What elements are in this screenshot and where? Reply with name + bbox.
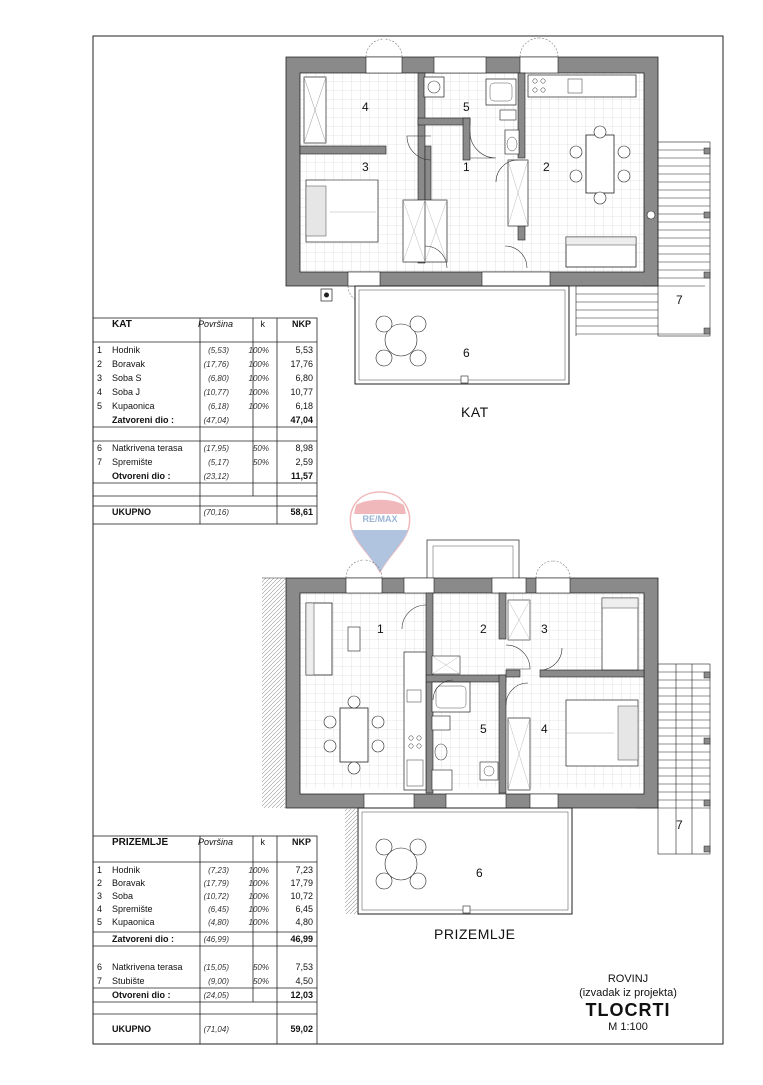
room-coefficient: 50% xyxy=(252,977,269,986)
room-name: Boravak xyxy=(112,878,146,888)
room-area: (4,80) xyxy=(208,918,229,927)
subtotal-nkp: 46,99 xyxy=(290,934,313,944)
room-name: Kupaonica xyxy=(112,401,155,411)
subtitle-label: (izvadak iz projekta) xyxy=(579,987,677,999)
floor-label-kat: KAT xyxy=(461,404,489,420)
room-coefficient: 100% xyxy=(248,905,269,914)
table-row xyxy=(93,890,317,903)
column-nkp-header: NKP xyxy=(291,319,311,329)
room-nkp: 6,80 xyxy=(295,373,313,383)
room-number-label: 6 xyxy=(463,346,470,360)
room-number-label: 6 xyxy=(476,866,483,880)
room-number-label: 5 xyxy=(480,722,487,736)
room-nkp: 4,80 xyxy=(295,917,313,927)
table-row xyxy=(93,975,317,988)
table-row xyxy=(93,400,317,413)
room-number-label: 7 xyxy=(676,293,683,307)
table-row xyxy=(93,358,317,371)
room-area: (10,77) xyxy=(203,388,229,397)
room-nkp: 6,45 xyxy=(295,904,313,914)
watermark-text: RE/MAX xyxy=(362,514,398,524)
room-name: Kupaonica xyxy=(112,917,155,927)
room-coefficient: 100% xyxy=(248,374,269,383)
room-number-label: 5 xyxy=(463,100,470,114)
table-header xyxy=(93,318,317,331)
total-row xyxy=(93,1023,317,1036)
room-name: Soba J xyxy=(112,387,141,397)
row-number: 7 xyxy=(97,976,103,986)
room-name: Stubište xyxy=(112,976,145,986)
subtotal-area: (46,99) xyxy=(203,935,229,944)
room-coefficient: 100% xyxy=(248,866,269,875)
room-coefficient: 100% xyxy=(248,346,269,355)
room-area: (15,05) xyxy=(203,963,229,972)
room-nkp: 7,53 xyxy=(295,962,313,972)
table-row xyxy=(93,961,317,974)
table-title: PRIZEMLJE xyxy=(112,837,169,848)
location-label: ROVINJ xyxy=(607,973,649,985)
room-nkp: 10,77 xyxy=(290,387,313,397)
total-area: (71,04) xyxy=(203,1025,229,1034)
subtotal-label: Otvoreni dio : xyxy=(112,471,171,481)
column-k-header: k xyxy=(260,837,265,847)
row-number: 6 xyxy=(97,962,103,972)
room-number-label: 2 xyxy=(543,160,550,174)
open-subtotal-row xyxy=(93,989,317,1002)
table-row xyxy=(93,877,317,890)
room-area: (9,00) xyxy=(208,977,229,986)
subtotal-area: (47,04) xyxy=(203,416,229,425)
room-name: Natkrivena terasa xyxy=(112,962,183,972)
subtotal-area: (23,12) xyxy=(203,472,229,481)
row-number: 3 xyxy=(97,373,103,383)
room-nkp: 10,72 xyxy=(290,891,313,901)
total-row xyxy=(93,506,317,519)
remax-watermark xyxy=(350,492,409,572)
total-area: (70,16) xyxy=(203,508,229,517)
table-row xyxy=(93,903,317,916)
room-nkp: 17,76 xyxy=(290,359,313,369)
room-name: Hodnik xyxy=(112,865,141,875)
room-name: Soba S xyxy=(112,373,142,383)
room-name: Spremište xyxy=(112,904,153,914)
room-coefficient: 50% xyxy=(252,444,269,453)
total-label: UKUPNO xyxy=(112,1024,152,1034)
row-number: 4 xyxy=(97,904,103,914)
room-nkp: 7,23 xyxy=(295,865,313,875)
row-number: 3 xyxy=(97,891,103,901)
row-number: 7 xyxy=(97,457,103,467)
room-number-label: 3 xyxy=(362,160,369,174)
room-coefficient: 100% xyxy=(248,388,269,397)
room-area: (17,79) xyxy=(203,879,229,888)
room-coefficient: 100% xyxy=(248,360,269,369)
subtotal-label: Zatvoreni dio : xyxy=(112,415,175,425)
subtotal-nkp: 47,04 xyxy=(290,415,313,425)
row-number: 2 xyxy=(97,878,103,888)
room-coefficient: 100% xyxy=(248,892,269,901)
room-coefficient: 50% xyxy=(252,963,269,972)
column-area-header: Površina xyxy=(197,837,233,847)
room-number-label: 2 xyxy=(480,622,487,636)
row-number: 1 xyxy=(97,345,103,355)
column-nkp-header: NKP xyxy=(291,837,311,847)
closed-subtotal-row xyxy=(93,414,317,427)
total-nkp: 59,02 xyxy=(290,1024,313,1034)
room-name: Spremište xyxy=(112,457,153,467)
room-number-label: 1 xyxy=(377,622,384,636)
subtotal-nkp: 11,57 xyxy=(290,471,313,481)
table-row xyxy=(93,864,317,877)
table-header xyxy=(93,836,317,849)
row-number: 4 xyxy=(97,387,103,397)
table-row xyxy=(93,372,317,385)
room-nkp: 17,79 xyxy=(290,878,313,888)
room-number-label: 4 xyxy=(362,100,369,114)
room-number-label: 4 xyxy=(541,722,548,736)
room-area: (17,95) xyxy=(203,444,229,453)
row-number: 1 xyxy=(97,865,103,875)
closed-subtotal-row xyxy=(93,933,317,946)
room-coefficient: 100% xyxy=(248,879,269,888)
room-area: (7,23) xyxy=(208,866,229,875)
room-coefficient: 50% xyxy=(252,458,269,467)
room-nkp: 2,59 xyxy=(295,457,313,467)
room-name: Soba xyxy=(112,891,134,901)
room-nkp: 5,53 xyxy=(295,345,313,355)
table-row xyxy=(93,916,317,929)
scale-label: M 1:100 xyxy=(608,1021,648,1033)
room-nkp: 8,98 xyxy=(295,443,313,453)
room-name: Boravak xyxy=(112,359,146,369)
row-number: 6 xyxy=(97,443,103,453)
floor-label-prizemlje: PRIZEMLJE xyxy=(434,926,516,942)
room-area: (6,80) xyxy=(208,374,229,383)
table-row xyxy=(93,442,317,455)
table-row xyxy=(93,386,317,399)
room-coefficient: 100% xyxy=(248,918,269,927)
open-subtotal-row xyxy=(93,470,317,483)
table-row xyxy=(93,456,317,469)
room-area: (5,17) xyxy=(208,458,229,467)
row-number: 5 xyxy=(97,917,103,927)
table-title: KAT xyxy=(112,319,132,330)
table-row xyxy=(93,344,317,357)
room-area: (6,18) xyxy=(208,402,229,411)
subtotal-nkp: 12,03 xyxy=(290,990,313,1000)
room-area: (5,53) xyxy=(208,346,229,355)
column-area-header: Površina xyxy=(197,319,233,329)
room-nkp: 6,18 xyxy=(295,401,313,411)
row-number: 2 xyxy=(97,359,103,369)
column-k-header: k xyxy=(260,319,265,329)
total-label: UKUPNO xyxy=(112,507,152,517)
subtotal-label: Otvoreni dio : xyxy=(112,990,171,1000)
row-number: 5 xyxy=(97,401,103,411)
room-number-label: 3 xyxy=(541,622,548,636)
room-area: (10,72) xyxy=(203,892,229,901)
plan-kat xyxy=(286,38,710,384)
subtotal-area: (24,05) xyxy=(203,991,229,1000)
room-number-label: 7 xyxy=(676,818,683,832)
title-block xyxy=(548,972,708,1034)
room-name: Natkrivena terasa xyxy=(112,443,183,453)
drawing-title: TLOCRTI xyxy=(585,1000,671,1020)
room-area: (17,76) xyxy=(203,360,229,369)
room-number-label: 1 xyxy=(463,160,470,174)
room-name: Hodnik xyxy=(112,345,141,355)
subtotal-label: Zatvoreni dio : xyxy=(112,934,175,944)
room-nkp: 4,50 xyxy=(295,976,313,986)
total-nkp: 58,61 xyxy=(290,507,313,517)
room-coefficient: 100% xyxy=(248,402,269,411)
room-area: (6,45) xyxy=(208,905,229,914)
